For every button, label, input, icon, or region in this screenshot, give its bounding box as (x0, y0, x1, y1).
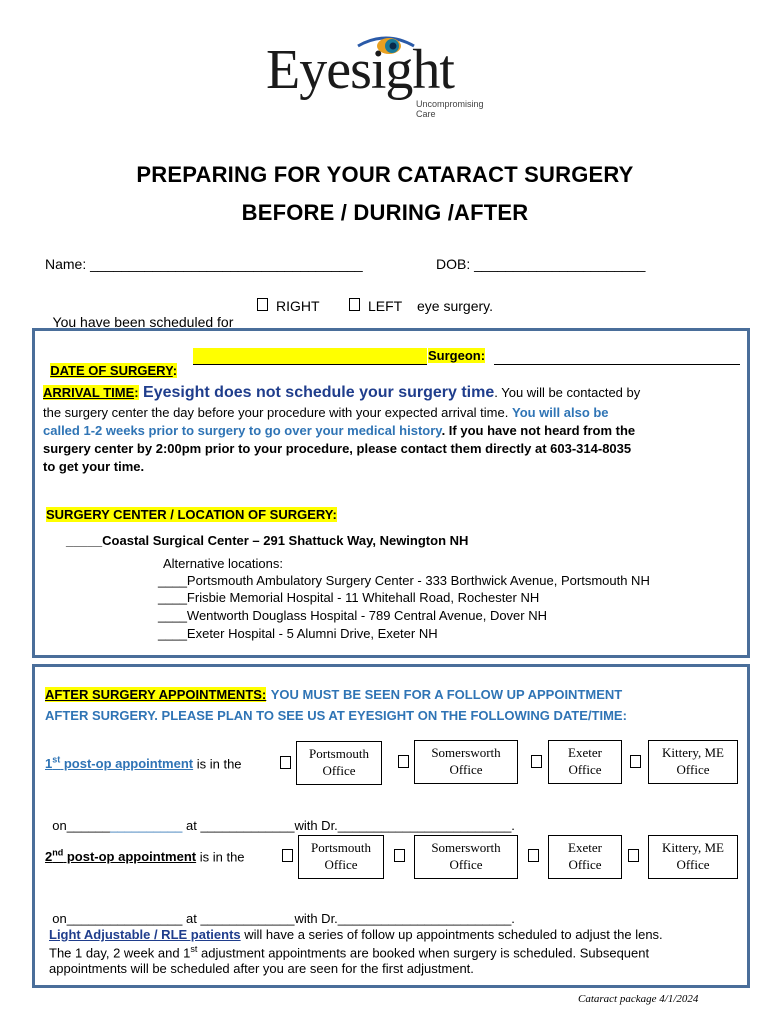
first-postop-label (45, 755, 242, 771)
arrival-text-2: the surgery center the day before your procedure with your expected arrival time. (43, 405, 509, 420)
second-postop-text: 2nd post-op appointment (45, 848, 197, 865)
arrival-bold-2: surgery center by 2:00pm prior to your procedure, please contact them directly at 603-314-8035 (43, 441, 632, 456)
rle-line-1 (49, 927, 663, 942)
scheduled-prefix: You have been scheduled for (52, 314, 234, 330)
footer-note: Cataract package 4/1/2024 (578, 993, 699, 1005)
scheduled-line (45, 298, 233, 330)
rle-line-2: The 1 day, 2 week and 1st adjustment appointments are booked when surgery is scheduled. Subsequent (49, 944, 650, 961)
alt-location[interactable]: ____Portsmouth Ambulatory Surgery Center - 333 Borthwick Avenue, Portsmouth NH (158, 573, 650, 588)
surgery-center-label: SURGERY CENTER / LOCATION OF SURGERY: (46, 507, 337, 522)
first-kittery-checkbox[interactable] (630, 755, 641, 768)
alt-locations-label: Alternative locations: (163, 556, 283, 571)
scheduled-suffix: eye surgery. (417, 298, 493, 314)
first-somersworth-office: Somersworth Office (414, 740, 518, 784)
rle-label: Light Adjustable / RLE patients (49, 927, 241, 942)
second-postop-suffix: is in the (196, 849, 245, 865)
first-portsmouth-checkbox[interactable] (280, 756, 291, 769)
arrival-heading: Eyesight does not schedule your surgery time (143, 384, 495, 401)
date-of-surgery-label: DATE OF SURGERY (50, 363, 173, 378)
logo-wordmark: Eyesight (266, 39, 454, 101)
dob-field[interactable]: DOB: ______________________ (436, 256, 646, 272)
arrival-bold-1: . If you have not heard from the (441, 423, 636, 438)
first-kittery-office: Kittery, ME Office (648, 740, 738, 784)
second-kittery-office: Kittery, ME Office (648, 835, 738, 879)
rle-text-1: will have a series of follow up appointments scheduled to adjust the lens. (240, 927, 663, 942)
left-eye-checkbox[interactable] (349, 298, 360, 311)
after-appt-heading-row (45, 686, 622, 704)
second-exeter-office: Exeter Office (548, 835, 622, 879)
alt-location[interactable]: ____Wentworth Douglass Hospital - 789 Central Avenue, Dover NH (158, 608, 548, 623)
left-eye-label: LEFT (368, 298, 403, 314)
name-field[interactable]: Name: ___________________________________ (45, 256, 363, 272)
logo (264, 30, 504, 119)
second-portsmouth-checkbox[interactable] (282, 849, 293, 862)
right-eye-checkbox[interactable] (257, 298, 268, 311)
surgeon-field[interactable] (494, 348, 740, 365)
alt-location[interactable]: ____Exeter Hospital - 5 Alumni Drive, Exeter NH (158, 626, 438, 641)
first-postop-text: 1st post-op appointment (45, 755, 194, 772)
second-exeter-checkbox[interactable] (528, 849, 539, 862)
arrival-colon: : (134, 385, 139, 400)
arrival-text-1: . You will be contacted by (494, 385, 641, 400)
rle-line-3: appointments will be scheduled after you are seen for the first adjustment. (49, 961, 474, 976)
after-appt-heading-2: AFTER SURGERY. PLEASE PLAN TO SEE US AT EYESIGHT ON THE FOLLOWING DATE/TIME: (45, 708, 627, 723)
alt-location[interactable]: ____Frisbie Memorial Hospital - 11 Whitehall Road, Rochester NH (158, 590, 540, 605)
after-appt-heading-1: YOU MUST BE SEEN FOR A FOLLOW UP APPOINTMENT (270, 687, 623, 702)
date-colon: : (172, 363, 178, 378)
arrival-time-line (43, 384, 743, 402)
page-title: PREPARING FOR YOUR CATARACT SURGERY (136, 162, 634, 187)
surgeon-label: Surgeon: (428, 348, 486, 363)
second-kittery-checkbox[interactable] (628, 849, 639, 862)
second-postop-date-line[interactable]: on________________ at _____________with Dr.________________________. (52, 911, 515, 926)
arrival-time-label: ARRIVAL TIME (43, 385, 135, 400)
page-subtitle: BEFORE / DURING /AFTER (241, 200, 529, 225)
second-portsmouth-office: Portsmouth Office (298, 835, 384, 879)
second-somersworth-office: Somersworth Office (414, 835, 518, 879)
arrival-line-3 (43, 423, 635, 438)
arrival-line-2 (43, 405, 609, 420)
date-of-surgery-field[interactable] (193, 348, 427, 365)
first-postop-date-line[interactable]: on________________ at _____________with Dr.________________________. (52, 818, 515, 833)
first-portsmouth-office: Portsmouth Office (296, 741, 382, 785)
second-somersworth-checkbox[interactable] (394, 849, 405, 862)
logo-tagline: Uncompromising Care (416, 99, 484, 119)
arrival-blue-1: You will also be (511, 405, 609, 420)
after-appt-label: AFTER SURGERY APPOINTMENTS: (45, 687, 267, 702)
right-eye-label: RIGHT (276, 298, 320, 314)
first-postop-suffix: is in the (193, 756, 242, 772)
arrival-blue-2: called 1-2 weeks prior to surgery to go over your medical history (43, 423, 442, 438)
first-somersworth-checkbox[interactable] (398, 755, 409, 768)
first-exeter-checkbox[interactable] (531, 755, 542, 768)
primary-location[interactable]: _____Coastal Surgical Center – 291 Shattuck Way, Newington NH (66, 533, 469, 548)
second-postop-label (45, 848, 245, 864)
arrival-bold-3: to get your time. (43, 459, 145, 474)
first-exeter-office: Exeter Office (548, 740, 622, 784)
